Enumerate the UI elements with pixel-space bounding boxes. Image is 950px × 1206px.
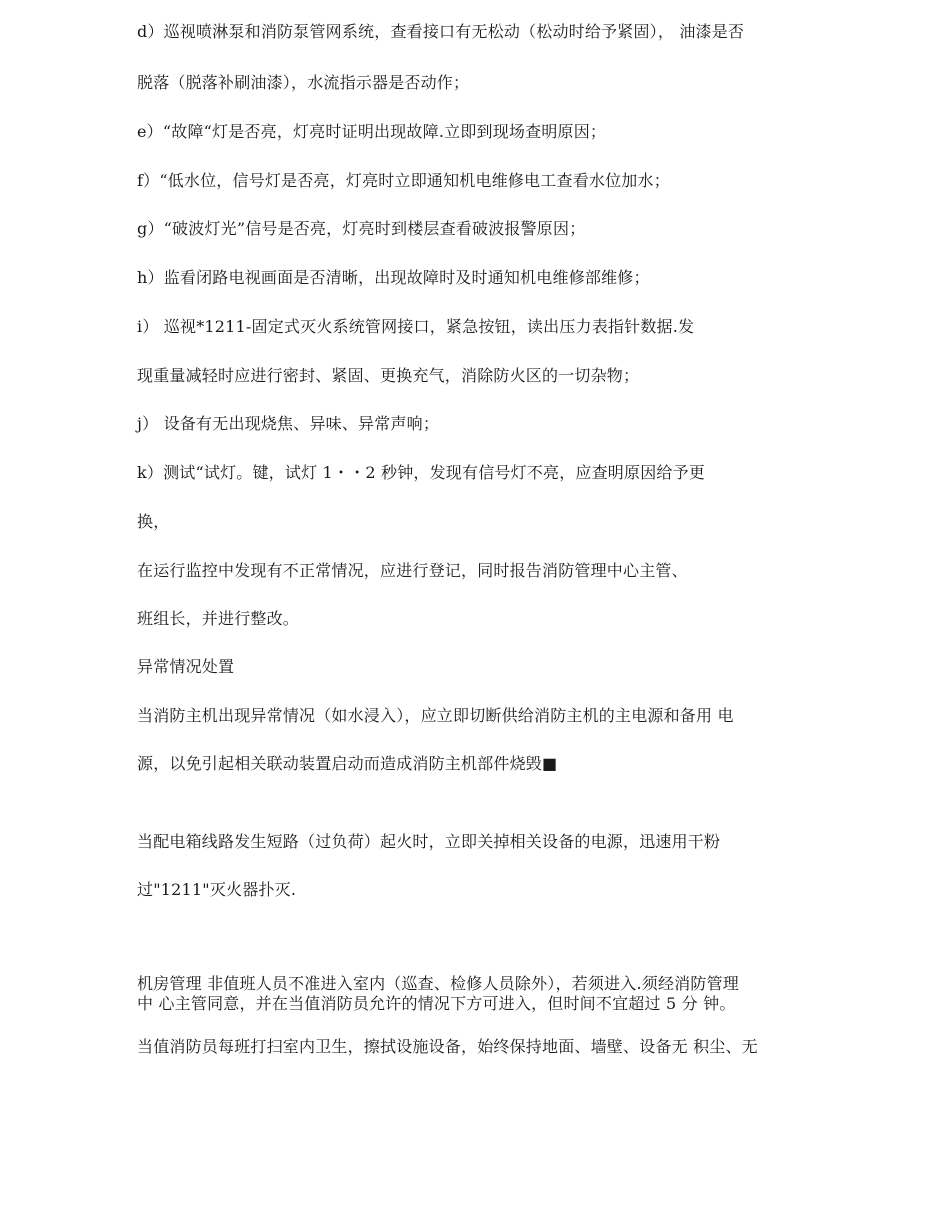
text-line-rectify: 班组长，并进行整改。 (137, 609, 300, 628)
text-line-test-light: k）测试“试灯。键，试灯 1・・2 秒钟，发现有信号灯不亮，应查明原因给予更 (137, 463, 706, 482)
text-line-report-abnormal: 在运行监控中发现有不正常情况，应进行登记，同时报告消防管理中心主管、 (137, 561, 688, 580)
text-line-supervisor-consent: 中 心主管同意，并在当值消防员允许的情况下方可进入，但时间不宜超过 5 分 钟。 (137, 994, 736, 1013)
text-line-low-water-level: f）“低水位，信号灯是否亮，灯亮时立即通知机电维修电工查看水位加水； (137, 171, 670, 190)
text-line-break-glass-signal: g）“破波灯光”信号是否亮，灯亮时到楼层查看破波报警原因； (137, 219, 586, 238)
text-line-room-management: 机房管理 非值班人员不准进入室内（巡查、检修人员除外），若须进入.须经消防管理 (137, 974, 739, 993)
section-heading-abnormal-handling: 异常情况处置 (137, 657, 235, 676)
text-line-cctv-monitor: h）监看闭路电视画面是否清晰，出现故障时及时通知机电维修部维修； (137, 268, 650, 287)
text-line-host-abnormal: 当消防主机出现异常情况（如水浸入），应立即切断供给消防主机的主电源和备用 电 (137, 706, 734, 725)
text-line-seal-refill: 现重量减轻时应进行密封、紧固、更换充气，消除防火区的一切杂物； (137, 366, 640, 385)
text-line-short-circuit: 当配电箱线路发生短路（过负荷）起火时，立即关掉相关设备的电源，迅速用干粉 (137, 832, 721, 851)
text-line-cleaning-duty: 当值消防员每班打扫室内卫生，擦拭设施设备，始终保持地面、墙壁、设备无 积尘、无 (137, 1037, 758, 1056)
text-line-replace: 换， (137, 512, 170, 531)
text-line-fault-light: e）“故障“灯是否亮，灯亮时证明出现故障.立即到现场查明原因； (137, 122, 607, 141)
text-line-avoid-damage: 源，以免引起相关联动装置启动而造成消防主机部件烧毁■ (137, 754, 558, 773)
text-line-equipment-check: j） 设备有无出现烧焦、异味、异常声响； (137, 414, 440, 433)
text-line-extinguish-1211: 过"1211"灭火器扑灭. (137, 880, 297, 899)
text-line-check-sprinkler-pumps: d）巡视喷淋泵和消防泵管网系统，查看接口有无松动（松动时给予紧固）， 油漆是否 (137, 22, 745, 41)
text-line-1211-system: i） 巡视*1211-固定式灭火系统管网接口，紧急按钮，读出压力表指针数据.发 (137, 317, 695, 336)
text-line-paint-water-flow: 脱落（脱落补刷油漆），水流指示器是否动作； (137, 73, 470, 92)
